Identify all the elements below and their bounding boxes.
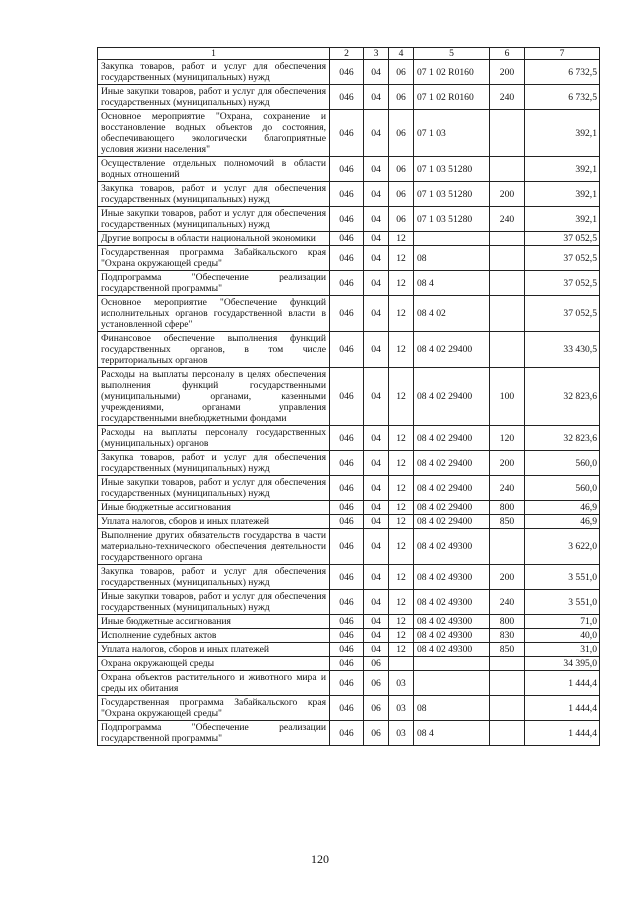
cell-ved: 046 — [330, 182, 364, 207]
cell-vr — [490, 110, 525, 157]
cell-csr: 07 1 02 R0160 — [414, 85, 490, 110]
cell-vr — [490, 657, 525, 671]
cell-csr: 08 4 02 49300 — [414, 643, 490, 657]
cell-csr: 08 4 02 29400 — [414, 426, 490, 451]
cell-vr: 200 — [490, 451, 525, 476]
cell-sum: 46,9 — [525, 515, 600, 529]
cell-pr: 06 — [389, 182, 414, 207]
row-name: Исполнение судебных актов — [98, 629, 330, 643]
cell-sum: 37 052,5 — [525, 232, 600, 246]
cell-vr: 100 — [490, 368, 525, 426]
cell-sum: 37 052,5 — [525, 271, 600, 296]
column-number-header: 6 — [490, 48, 525, 60]
cell-csr: 08 — [414, 246, 490, 271]
cell-sum: 31,0 — [525, 643, 600, 657]
column-number-header: 2 — [330, 48, 364, 60]
cell-csr: 08 4 02 29400 — [414, 451, 490, 476]
cell-pr: 12 — [389, 368, 414, 426]
cell-rz: 06 — [364, 671, 389, 696]
cell-ved: 046 — [330, 615, 364, 629]
table-row — [98, 643, 600, 657]
cell-rz: 04 — [364, 515, 389, 529]
column-number-header: 3 — [364, 48, 389, 60]
table-row — [98, 590, 600, 615]
table-row — [98, 515, 600, 529]
column-number-row — [98, 48, 600, 60]
cell-rz: 04 — [364, 60, 389, 85]
cell-vr: 850 — [490, 515, 525, 529]
cell-sum: 392,1 — [525, 182, 600, 207]
cell-rz: 04 — [364, 565, 389, 590]
cell-vr: 800 — [490, 615, 525, 629]
cell-ved: 046 — [330, 232, 364, 246]
cell-pr: 12 — [389, 529, 414, 565]
cell-pr: 06 — [389, 85, 414, 110]
cell-rz: 06 — [364, 696, 389, 721]
cell-pr: 12 — [389, 232, 414, 246]
cell-ved: 046 — [330, 451, 364, 476]
cell-ved: 046 — [330, 207, 364, 232]
cell-csr: 08 4 02 29400 — [414, 515, 490, 529]
cell-vr — [490, 271, 525, 296]
cell-ved: 046 — [330, 476, 364, 501]
cell-sum: 40,0 — [525, 629, 600, 643]
row-name: Охрана окружающей среды — [98, 657, 330, 671]
cell-sum: 1 444,4 — [525, 671, 600, 696]
cell-csr: 08 4 02 29400 — [414, 332, 490, 368]
table-row — [98, 368, 600, 426]
column-number-header: 4 — [389, 48, 414, 60]
cell-sum: 3 551,0 — [525, 565, 600, 590]
cell-rz: 04 — [364, 629, 389, 643]
cell-sum: 33 430,5 — [525, 332, 600, 368]
cell-rz: 04 — [364, 368, 389, 426]
column-number-header: 7 — [525, 48, 600, 60]
row-name: Закупка товаров, работ и услуг для обеспечения государственных (муниципальных) нужд — [98, 565, 330, 590]
table-row — [98, 529, 600, 565]
cell-pr: 12 — [389, 476, 414, 501]
cell-pr: 12 — [389, 565, 414, 590]
cell-pr: 06 — [389, 60, 414, 85]
cell-rz: 04 — [364, 529, 389, 565]
table-row — [98, 615, 600, 629]
row-name: Государственная программа Забайкальского края "Охрана окружающей среды" — [98, 246, 330, 271]
table-row — [98, 182, 600, 207]
cell-rz: 04 — [364, 207, 389, 232]
cell-vr: 850 — [490, 643, 525, 657]
cell-vr: 240 — [490, 207, 525, 232]
cell-ved: 046 — [330, 332, 364, 368]
table-row — [98, 296, 600, 332]
cell-ved: 046 — [330, 643, 364, 657]
cell-pr: 03 — [389, 671, 414, 696]
cell-sum: 6 732,5 — [525, 60, 600, 85]
row-name: Другие вопросы в области национальной экономики — [98, 232, 330, 246]
cell-sum: 392,1 — [525, 207, 600, 232]
cell-rz: 06 — [364, 657, 389, 671]
cell-ved: 046 — [330, 246, 364, 271]
cell-ved: 046 — [330, 657, 364, 671]
cell-rz: 06 — [364, 721, 389, 746]
row-name: Подпрограмма "Обеспечение реализации государственной программы" — [98, 271, 330, 296]
cell-pr: 03 — [389, 696, 414, 721]
cell-ved: 046 — [330, 501, 364, 515]
cell-pr: 12 — [389, 590, 414, 615]
table-body — [98, 60, 600, 746]
table-row — [98, 332, 600, 368]
row-name: Финансовое обеспечение выполнения функций государственных органов, в том числе территориальных органов — [98, 332, 330, 368]
row-name: Государственная программа Забайкальского края "Охрана окружающей среды" — [98, 696, 330, 721]
row-name: Иные бюджетные ассигнования — [98, 615, 330, 629]
table-row — [98, 110, 600, 157]
cell-pr: 06 — [389, 110, 414, 157]
cell-csr: 08 4 02 29400 — [414, 368, 490, 426]
row-name: Основное мероприятие "Охрана, сохранение и восстановление водных объектов до состояния, обеспечивающего экологически благоприятные условия жизни населения" — [98, 110, 330, 157]
budget-table — [97, 47, 600, 746]
cell-ved: 046 — [330, 110, 364, 157]
cell-vr — [490, 296, 525, 332]
cell-ved: 046 — [330, 721, 364, 746]
cell-vr — [490, 157, 525, 182]
table-row — [98, 501, 600, 515]
cell-csr — [414, 657, 490, 671]
cell-rz: 04 — [364, 296, 389, 332]
cell-ved: 046 — [330, 565, 364, 590]
cell-rz: 04 — [364, 332, 389, 368]
table-row — [98, 246, 600, 271]
row-name: Выполнение других обязательств государства в части материально-технического обеспечения деятельности государственного органа — [98, 529, 330, 565]
cell-vr — [490, 671, 525, 696]
table-row — [98, 232, 600, 246]
row-name: Иные закупки товаров, работ и услуг для обеспечения государственных (муниципальных) нужд — [98, 207, 330, 232]
cell-csr — [414, 232, 490, 246]
cell-rz: 04 — [364, 271, 389, 296]
table-row — [98, 657, 600, 671]
table-row — [98, 271, 600, 296]
row-name: Расходы на выплаты персоналу государственных (муниципальных) органов — [98, 426, 330, 451]
column-number-header: 5 — [414, 48, 490, 60]
row-name: Иные закупки товаров, работ и услуг для обеспечения государственных (муниципальных) нужд — [98, 590, 330, 615]
table-row — [98, 721, 600, 746]
cell-sum: 34 395,0 — [525, 657, 600, 671]
cell-vr: 830 — [490, 629, 525, 643]
cell-csr: 08 4 02 49300 — [414, 629, 490, 643]
cell-rz: 04 — [364, 232, 389, 246]
cell-csr: 07 1 03 51280 — [414, 157, 490, 182]
cell-csr: 08 4 02 — [414, 296, 490, 332]
cell-pr: 03 — [389, 721, 414, 746]
cell-pr: 12 — [389, 271, 414, 296]
cell-pr: 12 — [389, 629, 414, 643]
cell-pr: 12 — [389, 426, 414, 451]
cell-csr: 08 — [414, 696, 490, 721]
cell-csr — [414, 671, 490, 696]
cell-pr: 12 — [389, 501, 414, 515]
cell-rz: 04 — [364, 643, 389, 657]
row-name: Иные закупки товаров, работ и услуг для обеспечения государственных (муниципальных) нужд — [98, 85, 330, 110]
cell-pr: 12 — [389, 643, 414, 657]
cell-rz: 04 — [364, 246, 389, 271]
cell-csr: 07 1 03 51280 — [414, 182, 490, 207]
cell-vr: 200 — [490, 565, 525, 590]
cell-pr — [389, 657, 414, 671]
table-row — [98, 85, 600, 110]
cell-sum: 392,1 — [525, 110, 600, 157]
cell-sum: 560,0 — [525, 451, 600, 476]
table-row — [98, 60, 600, 85]
cell-csr: 08 4 — [414, 721, 490, 746]
row-name: Закупка товаров, работ и услуг для обеспечения государственных (муниципальных) нужд — [98, 60, 330, 85]
cell-vr — [490, 529, 525, 565]
cell-csr: 08 4 02 29400 — [414, 501, 490, 515]
row-name: Уплата налогов, сборов и иных платежей — [98, 643, 330, 657]
cell-pr: 12 — [389, 246, 414, 271]
cell-pr: 12 — [389, 332, 414, 368]
table-row — [98, 426, 600, 451]
cell-vr: 800 — [490, 501, 525, 515]
cell-vr: 240 — [490, 85, 525, 110]
cell-ved: 046 — [330, 85, 364, 110]
cell-sum: 3 622,0 — [525, 529, 600, 565]
cell-vr — [490, 332, 525, 368]
table-row — [98, 696, 600, 721]
cell-vr: 200 — [490, 60, 525, 85]
cell-vr — [490, 246, 525, 271]
cell-rz: 04 — [364, 476, 389, 501]
cell-csr: 08 4 — [414, 271, 490, 296]
cell-pr: 06 — [389, 207, 414, 232]
cell-ved: 046 — [330, 157, 364, 182]
cell-vr: 240 — [490, 590, 525, 615]
cell-rz: 04 — [364, 451, 389, 476]
cell-rz: 04 — [364, 615, 389, 629]
cell-vr: 120 — [490, 426, 525, 451]
row-name: Закупка товаров, работ и услуг для обеспечения государственных (муниципальных) нужд — [98, 451, 330, 476]
row-name: Иные бюджетные ассигнования — [98, 501, 330, 515]
row-name: Иные закупки товаров, работ и услуг для обеспечения государственных (муниципальных) нужд — [98, 476, 330, 501]
cell-ved: 046 — [330, 529, 364, 565]
cell-csr: 07 1 02 R0160 — [414, 60, 490, 85]
cell-rz: 04 — [364, 110, 389, 157]
cell-ved: 046 — [330, 271, 364, 296]
cell-ved: 046 — [330, 696, 364, 721]
cell-csr: 08 4 02 49300 — [414, 615, 490, 629]
cell-csr: 07 1 03 51280 — [414, 207, 490, 232]
cell-rz: 04 — [364, 157, 389, 182]
cell-pr: 12 — [389, 615, 414, 629]
cell-csr: 08 4 02 49300 — [414, 529, 490, 565]
row-name: Подпрограмма "Обеспечение реализации государственной программы" — [98, 721, 330, 746]
cell-sum: 46,9 — [525, 501, 600, 515]
cell-ved: 046 — [330, 515, 364, 529]
cell-ved: 046 — [330, 629, 364, 643]
page-number: 120 — [311, 852, 329, 866]
cell-ved: 046 — [330, 368, 364, 426]
cell-sum: 37 052,5 — [525, 296, 600, 332]
cell-csr: 08 4 02 29400 — [414, 476, 490, 501]
row-name: Охрана объектов растительного и животного мира и среды их обитания — [98, 671, 330, 696]
row-name: Основное мероприятие "Обеспечение функций исполнительных органов государственной власти в установленной сфере" — [98, 296, 330, 332]
cell-rz: 04 — [364, 501, 389, 515]
row-name: Закупка товаров, работ и услуг для обеспечения государственных (муниципальных) нужд — [98, 182, 330, 207]
table-row — [98, 629, 600, 643]
cell-ved: 046 — [330, 296, 364, 332]
column-number-header: 1 — [98, 48, 330, 60]
row-name: Расходы на выплаты персоналу в целях обеспечения выполнения функций государственными (муниципальными) органами, казенными учреждениями, органами управления государственными внебюджетными фондами — [98, 368, 330, 426]
cell-csr: 07 1 03 — [414, 110, 490, 157]
cell-pr: 12 — [389, 515, 414, 529]
row-name: Уплата налогов, сборов и иных платежей — [98, 515, 330, 529]
cell-vr — [490, 696, 525, 721]
cell-sum: 37 052,5 — [525, 246, 600, 271]
cell-rz: 04 — [364, 590, 389, 615]
table-row — [98, 671, 600, 696]
table-row — [98, 476, 600, 501]
cell-pr: 06 — [389, 157, 414, 182]
cell-csr: 08 4 02 49300 — [414, 590, 490, 615]
cell-sum: 32 823,6 — [525, 426, 600, 451]
cell-ved: 046 — [330, 426, 364, 451]
cell-pr: 12 — [389, 296, 414, 332]
cell-sum: 3 551,0 — [525, 590, 600, 615]
row-name: Осуществление отдельных полномочий в области водных отношений — [98, 157, 330, 182]
cell-csr: 08 4 02 49300 — [414, 565, 490, 590]
cell-rz: 04 — [364, 85, 389, 110]
cell-vr — [490, 721, 525, 746]
cell-vr: 200 — [490, 182, 525, 207]
cell-pr: 12 — [389, 451, 414, 476]
cell-sum: 1 444,4 — [525, 696, 600, 721]
cell-sum: 392,1 — [525, 157, 600, 182]
cell-ved: 046 — [330, 590, 364, 615]
cell-rz: 04 — [364, 182, 389, 207]
cell-vr: 240 — [490, 476, 525, 501]
cell-ved: 046 — [330, 60, 364, 85]
cell-sum: 32 823,6 — [525, 368, 600, 426]
cell-ved: 046 — [330, 671, 364, 696]
cell-sum: 6 732,5 — [525, 85, 600, 110]
cell-sum: 1 444,4 — [525, 721, 600, 746]
table-row — [98, 207, 600, 232]
cell-sum: 560,0 — [525, 476, 600, 501]
table-row — [98, 451, 600, 476]
cell-vr — [490, 232, 525, 246]
cell-sum: 71,0 — [525, 615, 600, 629]
cell-rz: 04 — [364, 426, 389, 451]
table-row — [98, 157, 600, 182]
table-row — [98, 565, 600, 590]
